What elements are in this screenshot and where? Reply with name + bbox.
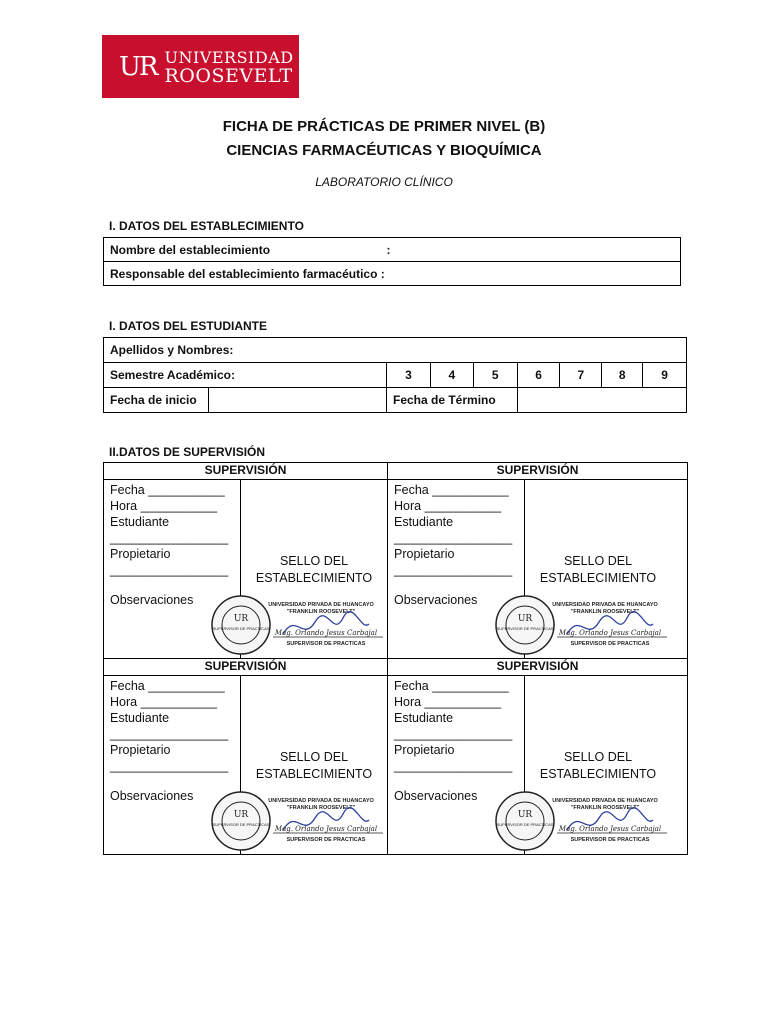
logo-line1: UNIVERSIDAD bbox=[164, 47, 294, 67]
start-date-field[interactable] bbox=[209, 388, 387, 413]
svg-text:SUPERVISOR DE PRACTICAS: SUPERVISOR DE PRACTICAS bbox=[286, 641, 366, 647]
seal-area bbox=[496, 479, 671, 659]
university-logo bbox=[102, 35, 299, 98]
establishment-responsible-row[interactable] bbox=[104, 262, 681, 286]
supervision-header: SUPERVISIÓN bbox=[104, 659, 388, 676]
svg-text:UR: UR bbox=[233, 614, 249, 624]
estudiante-label: Estudiante bbox=[394, 711, 454, 725]
estudiante-line[interactable]: _________________ bbox=[394, 531, 513, 545]
svg-text:SUPERVISOR DE PRACTICAS: SUPERVISOR DE PRACTICAS bbox=[212, 822, 270, 827]
propietario-line[interactable]: _________________ bbox=[394, 759, 513, 773]
hora-field[interactable]: Hora ___________ bbox=[110, 695, 218, 709]
propietario-line[interactable]: _________________ bbox=[110, 759, 229, 773]
establishment-name-colon: : bbox=[386, 242, 391, 257]
estudiante-label: Estudiante bbox=[110, 711, 170, 725]
estudiante-label: Estudiante bbox=[110, 515, 170, 529]
supervision-table bbox=[103, 462, 688, 855]
svg-text:Mag. Orlando Jesus Carbajal: Mag. Orlando Jesus Carbajal bbox=[558, 629, 662, 637]
svg-text:UNIVERSIDAD PRIVADA DE HUANCAY: UNIVERSIDAD PRIVADA DE HUANCAYO bbox=[268, 798, 374, 804]
establishment-responsible-label: Responsable del establecimiento farmacéutico : bbox=[110, 266, 385, 281]
section-student-heading: I. DATOS DEL ESTUDIANTE bbox=[109, 319, 268, 333]
sello-label-1: SELLO DEL bbox=[279, 554, 349, 568]
seal-area bbox=[496, 675, 671, 855]
logo-line2: ROOSEVELT bbox=[164, 64, 293, 87]
svg-text:"FRANKLIN ROOSEVELT": "FRANKLIN ROOSEVELT" bbox=[286, 609, 356, 615]
svg-text:"FRANKLIN ROOSEVELT": "FRANKLIN ROOSEVELT" bbox=[570, 609, 640, 615]
propietario-line[interactable]: _________________ bbox=[394, 563, 513, 577]
supervision-block[interactable] bbox=[104, 480, 388, 659]
sello-label-1: SELLO DEL bbox=[563, 750, 633, 764]
supervisor-stamp bbox=[495, 594, 675, 656]
hora-field[interactable]: Hora ___________ bbox=[394, 695, 502, 709]
semester-7[interactable]: 7 bbox=[560, 363, 602, 388]
hora-field[interactable]: Hora ___________ bbox=[394, 499, 502, 513]
sello-label-1: SELLO DEL bbox=[279, 750, 349, 764]
svg-text:UNIVERSIDAD PRIVADA DE HUANCAY: UNIVERSIDAD PRIVADA DE HUANCAYO bbox=[552, 602, 658, 608]
svg-text:Mag. Orlando Jesus Carbajal: Mag. Orlando Jesus Carbajal bbox=[274, 629, 378, 637]
sello-label-2: ESTABLECIMIENTO bbox=[539, 571, 657, 585]
section-supervision-heading: II.DATOS DE SUPERVISIÓN bbox=[109, 445, 266, 459]
supervisor-stamp bbox=[495, 790, 675, 852]
semester-9[interactable]: 9 bbox=[643, 363, 687, 388]
observaciones-label: Observaciones bbox=[394, 789, 478, 803]
student-names-row[interactable] bbox=[104, 338, 687, 363]
fecha-field[interactable]: Fecha ___________ bbox=[110, 679, 225, 693]
svg-text:UNIVERSIDAD PRIVADA DE HUANCAY: UNIVERSIDAD PRIVADA DE HUANCAYO bbox=[268, 602, 374, 608]
section-establishment-heading: I. DATOS DEL ESTABLECIMIENTO bbox=[109, 219, 304, 233]
supervision-block[interactable] bbox=[104, 676, 388, 855]
svg-text:"FRANKLIN ROOSEVELT": "FRANKLIN ROOSEVELT" bbox=[286, 805, 356, 811]
start-date-label: Fecha de inicio bbox=[104, 388, 209, 413]
supervisor-stamp bbox=[211, 594, 391, 656]
svg-text:UNIVERSIDAD PRIVADA DE HUANCAY: UNIVERSIDAD PRIVADA DE HUANCAYO bbox=[552, 798, 658, 804]
supervision-header: SUPERVISIÓN bbox=[388, 659, 688, 676]
semester-5[interactable]: 5 bbox=[473, 363, 517, 388]
estudiante-line[interactable]: _________________ bbox=[394, 727, 513, 741]
svg-text:UR: UR bbox=[233, 810, 249, 820]
establishment-name-label: Nombre del establecimiento bbox=[110, 242, 271, 257]
fecha-field[interactable]: Fecha ___________ bbox=[394, 483, 509, 497]
semester-8[interactable]: 8 bbox=[602, 363, 643, 388]
svg-text:SUPERVISOR DE PRACTICAS: SUPERVISOR DE PRACTICAS bbox=[570, 837, 650, 843]
estudiante-line[interactable]: _________________ bbox=[110, 727, 229, 741]
propietario-label: Propietario bbox=[110, 547, 171, 561]
svg-text:SUPERVISOR DE PRACTICAS: SUPERVISOR DE PRACTICAS bbox=[286, 837, 366, 843]
logo-mark: UR bbox=[119, 51, 157, 82]
seal-area bbox=[212, 675, 387, 855]
end-date-label: Fecha de Término bbox=[387, 388, 518, 413]
propietario-label: Propietario bbox=[394, 547, 455, 561]
observaciones-label: Observaciones bbox=[394, 593, 478, 607]
svg-text:SUPERVISOR DE PRACTICAS: SUPERVISOR DE PRACTICAS bbox=[496, 626, 554, 631]
sello-label-2: ESTABLECIMIENTO bbox=[255, 767, 373, 781]
observaciones-label: Observaciones bbox=[110, 593, 194, 607]
sello-label-1: SELLO DEL bbox=[563, 554, 633, 568]
document-title-line1: FICHA DE PRÁCTICAS DE PRIMER NIVEL (B) bbox=[222, 118, 546, 135]
hora-field[interactable]: Hora ___________ bbox=[110, 499, 218, 513]
svg-text:Mag. Orlando Jesus Carbajal: Mag. Orlando Jesus Carbajal bbox=[558, 825, 662, 833]
estudiante-line[interactable]: _________________ bbox=[110, 531, 229, 545]
svg-text:UR: UR bbox=[517, 810, 533, 820]
svg-text:"FRANKLIN ROOSEVELT": "FRANKLIN ROOSEVELT" bbox=[570, 805, 640, 811]
svg-text:SUPERVISOR DE PRACTICAS: SUPERVISOR DE PRACTICAS bbox=[212, 626, 270, 631]
svg-text:SUPERVISOR DE PRACTICAS: SUPERVISOR DE PRACTICAS bbox=[496, 822, 554, 827]
document-title-line2: CIENCIAS FARMACÉUTICAS Y BIOQUÍMICA bbox=[226, 142, 542, 159]
estudiante-label: Estudiante bbox=[394, 515, 454, 529]
establishment-table bbox=[103, 237, 681, 286]
supervision-header: SUPERVISIÓN bbox=[104, 463, 388, 480]
sello-label-2: ESTABLECIMIENTO bbox=[255, 571, 373, 585]
observaciones-label: Observaciones bbox=[110, 789, 194, 803]
semester-3[interactable]: 3 bbox=[387, 363, 431, 388]
sello-label-2: ESTABLECIMIENTO bbox=[539, 767, 657, 781]
fecha-field[interactable]: Fecha ___________ bbox=[394, 679, 509, 693]
supervision-block[interactable] bbox=[388, 480, 688, 659]
student-table bbox=[103, 337, 687, 413]
semester-4[interactable]: 4 bbox=[430, 363, 473, 388]
propietario-label: Propietario bbox=[394, 743, 455, 757]
establishment-name-row[interactable] bbox=[104, 238, 681, 262]
propietario-line[interactable]: _________________ bbox=[110, 563, 229, 577]
svg-text:UR: UR bbox=[517, 614, 533, 624]
supervision-block[interactable] bbox=[388, 676, 688, 855]
end-date-field[interactable] bbox=[517, 388, 686, 413]
document-subtitle: LABORATORIO CLÍNICO bbox=[315, 175, 453, 189]
supervision-header: SUPERVISIÓN bbox=[388, 463, 688, 480]
supervisor-stamp bbox=[211, 790, 391, 852]
semester-6[interactable]: 6 bbox=[517, 363, 560, 388]
svg-text:SUPERVISOR DE PRACTICAS: SUPERVISOR DE PRACTICAS bbox=[570, 641, 650, 647]
seal-area bbox=[212, 479, 387, 659]
semester-label: Semestre Académico: bbox=[104, 363, 387, 388]
student-names-label: Apellidos y Nombres: bbox=[110, 343, 234, 357]
fecha-field[interactable]: Fecha ___________ bbox=[110, 483, 225, 497]
propietario-label: Propietario bbox=[110, 743, 171, 757]
svg-text:Mag. Orlando Jesus Carbajal: Mag. Orlando Jesus Carbajal bbox=[274, 825, 378, 833]
